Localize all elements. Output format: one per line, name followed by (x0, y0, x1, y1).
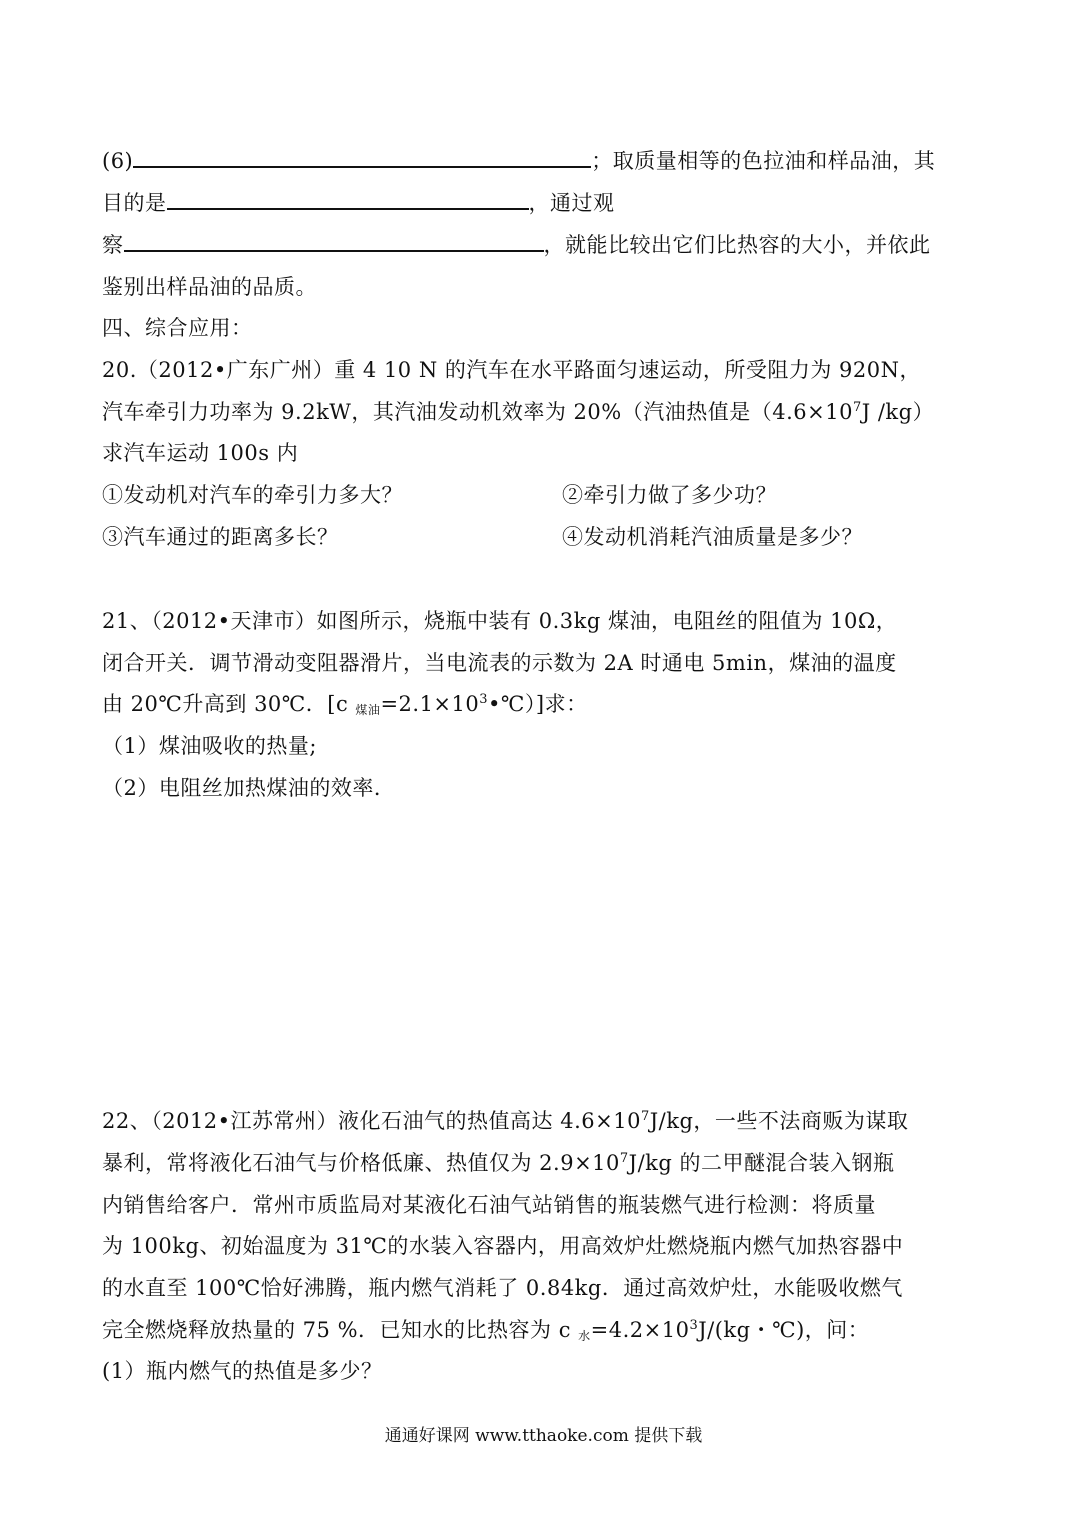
exponent: 7 (619, 1151, 629, 1166)
text: ；取质量相等的色拉油和样品油，其 (591, 149, 936, 173)
answer-blank[interactable] (133, 146, 591, 168)
q20-line1: 20.（2012•广东广州）重 4 10 N 的汽车在水平路面匀速运动，所受阻力为 920N， (102, 358, 922, 382)
subquestion-4: ④发动机消耗汽油质量是多少？ (562, 525, 863, 549)
q22-line5: 的水直至 100℃恰好沸腾，瓶内燃气消耗了 0.84kg．通过高效炉灶，水能吸收燃气 (102, 1276, 903, 1300)
item-label: (6) (102, 149, 134, 173)
q22-line3: 内销售给客户．常州市质监局对某液化石油气站销售的瓶装燃气进行检测：将质量 (102, 1193, 876, 1217)
q20-subquestions-row1 (102, 480, 987, 510)
page-footer: 通通好课网 www.tthaoke.com 提供下载 (384, 1426, 703, 1446)
text: ，就能比较出它们比热容的大小，并依此 (543, 233, 931, 257)
q19-item6-line1 (102, 146, 987, 176)
exponent: 7 (852, 400, 862, 415)
text: 目的是 (102, 191, 167, 215)
q21-line3 (102, 689, 987, 719)
text: J/kg，一些不法商贩为谋取 (649, 1109, 909, 1133)
exponent: 3 (479, 692, 489, 707)
q21-subquestion-2: （2）电阻丝加热煤油的效率． (102, 776, 396, 800)
q20-line3: 求汽车运动 100s 内 (102, 441, 299, 465)
section-heading: 四、综合应用： (102, 316, 253, 340)
text: J /kg） (861, 400, 935, 424)
text: 完全燃烧释放热量的 75 %．已知水的比热容为 c (102, 1318, 579, 1342)
answer-blank[interactable] (124, 230, 544, 252)
text: 察 (102, 233, 124, 257)
q20-subquestions-row2 (102, 522, 987, 552)
q19-item6-line4 (102, 272, 987, 302)
q22-line6 (102, 1315, 987, 1345)
q22-subquestion-1: (1）瓶内燃气的热值是多少？ (102, 1359, 383, 1383)
text: ，通过观 (528, 191, 615, 215)
text: •℃）]求： (488, 692, 588, 716)
text: 暴利，常将液化石油气与价格低廉、热值仅为 2.9×10 (102, 1151, 620, 1175)
text: 汽车牵引力功率为 9.2kW，其汽油发动机效率为 20%（汽油热值是（4.6×10 (102, 400, 853, 424)
q21-line2: 闭合开关．调节滑动变阻器滑片，当电流表的示数为 2A 时通电 5min，煤油的温度 (102, 651, 897, 675)
text: =4.2×10 (590, 1318, 690, 1342)
text: 22、（2012•江苏常州）液化石油气的热值高达 4.6×10 (102, 1109, 641, 1133)
text: =2.1×10 (380, 692, 480, 716)
q21-line1: 21、（2012•天津市）如图所示，烧瓶中装有 0.3kg 煤油，电阻丝的阻值为 10Ω， (102, 609, 898, 633)
subquestion-3: ③汽车通过的距离多长？ (102, 525, 339, 549)
answer-blank[interactable] (167, 188, 529, 210)
text: J/kg 的二甲醚混合装入钢瓶 (628, 1151, 895, 1175)
q21-subquestion-1: （1）煤油吸收的热量; (102, 734, 317, 758)
q20-line2 (102, 397, 987, 427)
q22-line2 (102, 1148, 987, 1178)
text: J/(kg・℃)，问： (698, 1318, 870, 1342)
exponent: 3 (689, 1318, 699, 1333)
q19-item6-line3 (102, 230, 987, 260)
q22-line4: 为 100kg、初始温度为 31℃的水装入容器内，用高效炉灶燃烧瓶内燃气加热容器中 (102, 1234, 904, 1258)
q22-line1 (102, 1106, 987, 1136)
text: 由 20℃升高到 30℃．[c (102, 692, 356, 716)
q19-item6-line2 (102, 188, 987, 218)
subscript: 煤油 (355, 703, 381, 717)
text: 鉴别出样品油的品质。 (102, 275, 317, 299)
exponent: 7 (640, 1109, 650, 1124)
subquestion-2: ②牵引力做了多少功？ (562, 483, 777, 507)
subquestion-1: ①发动机对汽车的牵引力多大？ (102, 483, 403, 507)
subscript: 水 (578, 1329, 591, 1343)
